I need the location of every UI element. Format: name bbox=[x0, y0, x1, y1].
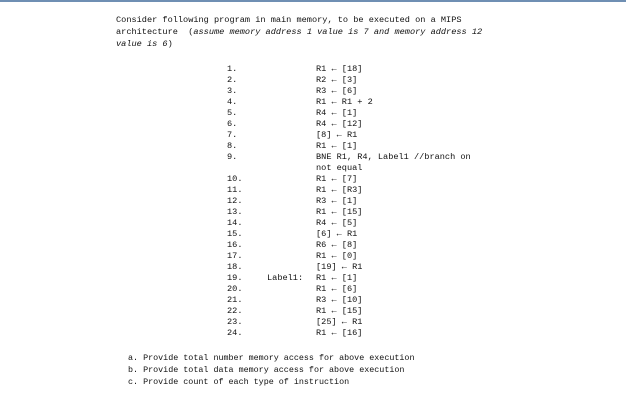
line-number: 8. bbox=[227, 141, 238, 151]
line-number: 4. bbox=[227, 97, 238, 107]
line-number: 3. bbox=[227, 86, 238, 96]
problem-intro bbox=[116, 14, 586, 50]
instruction: R1 ← [15] bbox=[316, 306, 363, 316]
line-number: 18. bbox=[227, 262, 243, 272]
line-number: 9. bbox=[227, 152, 238, 162]
question-a: a. Provide total number memory access for above execution bbox=[128, 353, 415, 363]
instruction: R1 ← [R3] bbox=[316, 185, 363, 195]
line-number: 13. bbox=[227, 207, 243, 217]
instruction: R6 ← [8] bbox=[316, 240, 358, 250]
line-number: 24. bbox=[227, 328, 243, 338]
instruction: R4 ← [1] bbox=[316, 108, 358, 118]
line-number: 23. bbox=[227, 317, 243, 327]
line-number: 12. bbox=[227, 196, 243, 206]
line-number: 1. bbox=[227, 64, 238, 74]
intro-line-3-italic: value is 6 bbox=[116, 39, 168, 49]
instruction: R1 ← [1] bbox=[316, 273, 358, 283]
line-number: 19. bbox=[227, 273, 243, 283]
line-number: 11. bbox=[227, 185, 243, 195]
intro-line-2-italic: assume memory address 1 value is 7 and memory address 12 bbox=[193, 27, 483, 37]
instruction: R2 ← [3] bbox=[316, 75, 358, 85]
instruction: [25] ← R1 bbox=[316, 317, 363, 327]
line-number: 6. bbox=[227, 119, 238, 129]
intro-line-1: Consider following program in main memory, to be executed on a MIPS bbox=[116, 15, 462, 25]
instruction: R1 ← R1 + 2 bbox=[316, 97, 373, 107]
line-label: Label1: bbox=[267, 273, 304, 283]
instruction: R1 ← [16] bbox=[316, 328, 363, 338]
line-number: 16. bbox=[227, 240, 243, 250]
line-number: 5. bbox=[227, 108, 238, 118]
instruction: R3 ← [6] bbox=[316, 86, 358, 96]
instruction: R1 ← [1] bbox=[316, 141, 358, 151]
question-c: c. Provide count of each type of instruction bbox=[128, 377, 350, 387]
line-number: 15. bbox=[227, 229, 243, 239]
instruction: R1 ← [0] bbox=[316, 251, 358, 261]
instruction: [6] ← R1 bbox=[316, 229, 358, 239]
instruction: R1 ← [15] bbox=[316, 207, 363, 217]
line-number: 7. bbox=[227, 130, 238, 140]
line-number: 21. bbox=[227, 295, 243, 305]
question-b: b. Provide total data memory access for above execution bbox=[128, 365, 405, 375]
top-border bbox=[0, 0, 626, 2]
instruction: R4 ← [5] bbox=[316, 218, 358, 228]
line-number: 17. bbox=[227, 251, 243, 261]
intro-line-3-plain: ) bbox=[167, 39, 173, 49]
instruction: R1 ← [6] bbox=[316, 284, 358, 294]
instruction: R3 ← [10] bbox=[316, 295, 363, 305]
instruction: R4 ← [12] bbox=[316, 119, 363, 129]
instruction: R1 ← [18] bbox=[316, 64, 363, 74]
question-list bbox=[128, 352, 414, 388]
line-number: 20. bbox=[227, 284, 243, 294]
instruction: R3 ← [1] bbox=[316, 196, 358, 206]
line-number: 22. bbox=[227, 306, 243, 316]
instruction: [8] ← R1 bbox=[316, 130, 358, 140]
intro-line-2-plain: architecture ( bbox=[116, 27, 194, 37]
line-number: 2. bbox=[227, 75, 238, 85]
instruction: [19] ← R1 bbox=[316, 262, 363, 272]
line-number: 10. bbox=[227, 174, 243, 184]
instruction-continuation: not equal bbox=[316, 163, 363, 173]
instruction: R1 ← [7] bbox=[316, 174, 358, 184]
line-number: 14. bbox=[227, 218, 243, 228]
instruction: BNE R1, R4, Label1 //branch on bbox=[316, 152, 471, 162]
